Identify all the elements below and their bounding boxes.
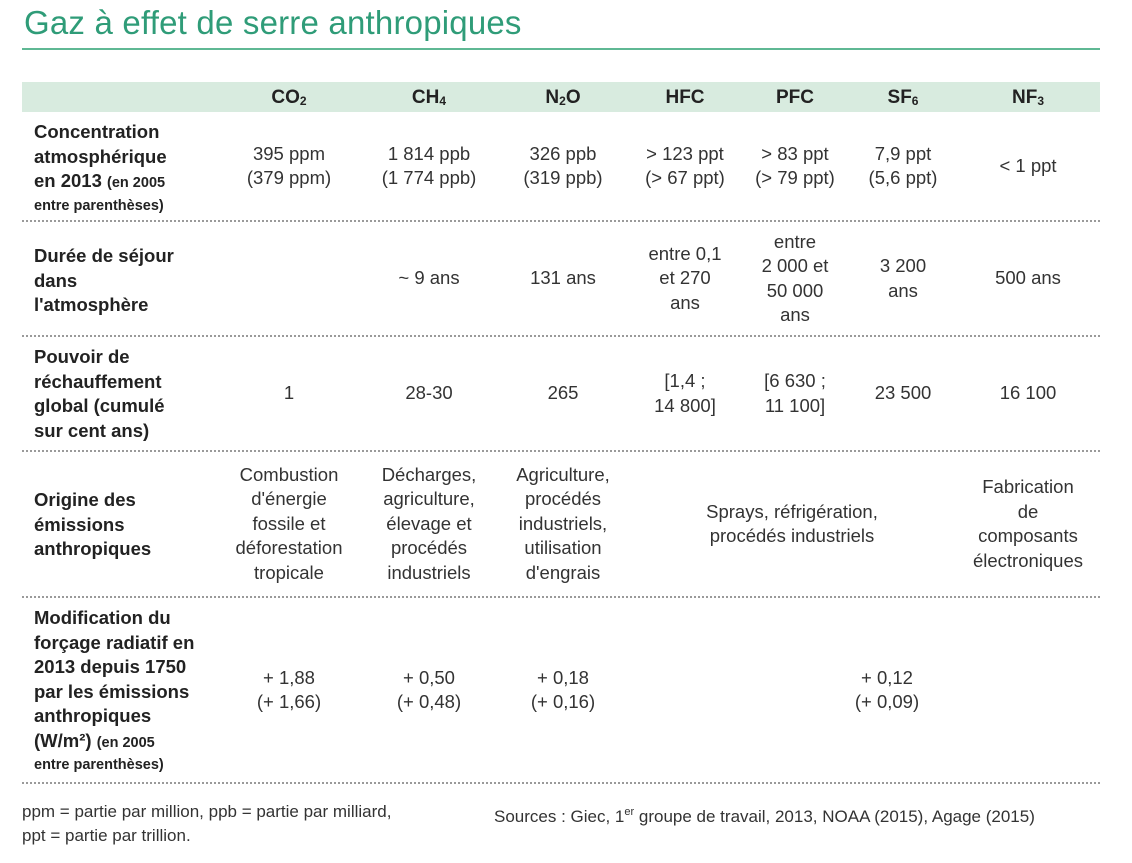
table-header	[22, 82, 1100, 112]
col-n2o: $N_2O$	[545, 87, 581, 108]
page-title: Gaz à effet de serre anthropiques	[24, 4, 522, 41]
col-co2: $CO_2$	[271, 87, 307, 108]
cell-hfc: > 123 ppt (> 67 ppt)	[645, 142, 725, 188]
row-concentration	[22, 112, 1100, 222]
cell-n2o: 265	[547, 382, 579, 404]
cell-nf3: < 1 ppt	[999, 154, 1057, 176]
footnote-sources: Sources : Giec, 1er groupe de travail, 2013, NOAA (2015), Agage (2015)	[494, 806, 1035, 826]
cell-ch4: 28-30	[405, 382, 453, 404]
cell-nf3: Fabrication de composants électroniques	[972, 476, 1084, 571]
cell-pfc: [6 630 ; 11 100]	[764, 370, 826, 416]
row-label: Pouvoir de réchauffement global (cumulé sur cent ans)	[34, 346, 165, 441]
cell-n2o: Agriculture, procédés industriels, utilisation d'engrais	[516, 463, 610, 583]
cell-sf6: 23 500	[874, 382, 932, 404]
cell-pfc: entre 2 000 et 50 000 ans	[761, 230, 829, 325]
cell-co2: 1	[283, 382, 295, 404]
footnote-units: ppm = partie par million, ppb = partie par milliard, ppt = partie par trillion.	[22, 802, 392, 845]
cell-n2o: 326 ppb (319 ppb)	[523, 142, 603, 188]
row-label: Origine des émissions anthropiques	[34, 489, 152, 559]
col-ch4: $CH_4$	[411, 87, 447, 108]
col-hfc: HFC	[665, 87, 705, 108]
cell-sf6: 7,9 ppt (5,6 ppt)	[868, 142, 938, 188]
cell-nf3: 16 100	[999, 382, 1057, 404]
cell-others: + 0,12 (+ 0,09)	[854, 666, 920, 712]
cell-n2o: 131 ans	[530, 267, 596, 289]
cell-nf3: 500 ans	[995, 267, 1061, 289]
cell-ch4: 1 814 ppb (1 774 ppb)	[381, 142, 477, 188]
cell-ch4: ~ 9 ans	[398, 267, 460, 289]
cell-ch4: Décharges, agriculture, élevage et procédés industriels	[381, 463, 477, 583]
col-pfc: PFC	[776, 87, 814, 108]
row-label: Modification du forçage radiatif en 2013 depuis 1750 par les émissions anthropiques (W/m²) (en 2005 entre parenthèses)	[34, 607, 195, 773]
cell-co2: Combustion d'énergie fossile et déforestation tropicale	[235, 463, 343, 583]
cell-pfc: > 83 ppt (> 79 ppt)	[755, 142, 835, 188]
row-label: Concentration atmosphérique en 2013 (en 2005 entre parenthèses)	[34, 121, 167, 214]
col-nf3: $NF_3$	[1011, 87, 1044, 108]
title-divider	[22, 48, 1100, 50]
row-pouvoir	[22, 337, 1100, 452]
cell-sf6: 3 200 ans	[879, 255, 927, 301]
col-sf6: $SF_6$	[887, 87, 919, 108]
cell-hfc: [1,4 ; 14 800]	[654, 370, 716, 416]
cell-hfc: entre 0,1 et 270 ans	[648, 242, 722, 313]
cell-ch4: + 0,50 (+ 0,48)	[396, 666, 462, 712]
row-label: Durée de séjour dans l'atmosphère	[34, 245, 174, 315]
cell-co2: + 1,88 (+ 1,66)	[256, 666, 322, 712]
cell-hfc-pfc-sf6: Sprays, réfrigération, procédés industriels	[706, 500, 878, 546]
cell-co2: 395 ppm (379 ppm)	[246, 142, 332, 188]
row-origine	[22, 452, 1100, 598]
cell-n2o: + 0,18 (+ 0,16)	[530, 666, 596, 712]
row-duree	[22, 222, 1100, 337]
row-forcage	[22, 598, 1100, 784]
